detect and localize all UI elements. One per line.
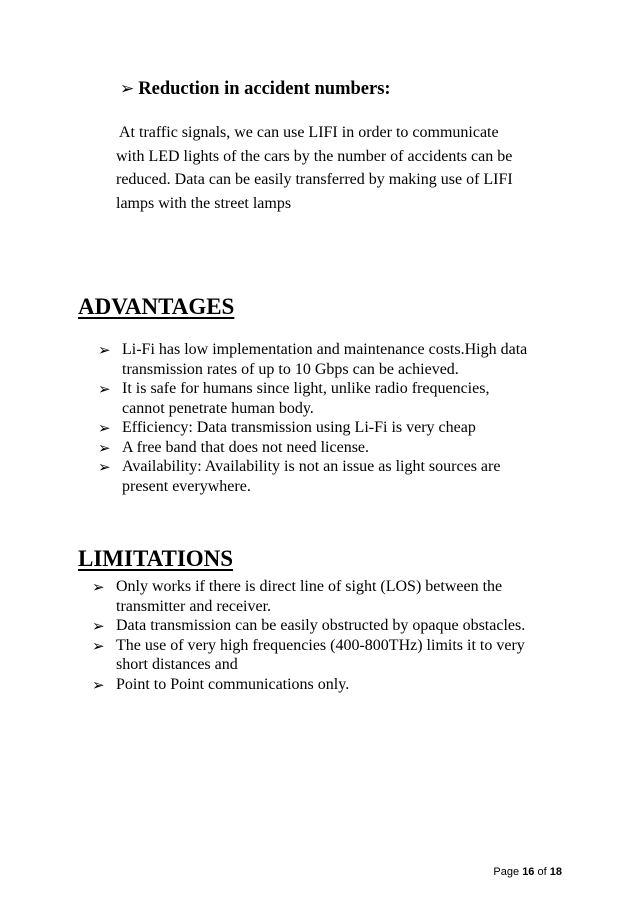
list-item [98,418,618,438]
bullet-arrow-icon: ➢ [92,578,105,596]
bullet-arrow-icon: ➢ [120,79,135,99]
page-footer [493,866,562,878]
bullet-arrow-icon: ➢ [98,341,111,359]
page-total: 18 [549,866,562,878]
list-item-line: Li-Fi has low implementation and maintenance costs.High data [122,341,528,358]
list-item [98,438,618,458]
list-item-line: Point to Point communications only. [116,675,350,693]
list-item [98,379,618,418]
page-of-label: of [537,866,547,878]
list-item-line: cannot penetrate human body. [122,399,314,417]
reduction-paragraph [116,121,566,215]
list-item-line: Availability: Availability is not an issue as light sources are [122,458,501,475]
list-item-line: present everywhere. [122,477,251,495]
bullet-arrow-icon: ➢ [92,617,105,635]
list-item-line: Data transmission can be easily obstructed by opaque obstacles. [116,617,526,634]
bullet-arrow-icon: ➢ [98,419,111,437]
advantages-title: ADVANTAGES [78,294,235,319]
list-item [92,577,612,616]
limitations-title: LIMITATIONS [78,546,234,571]
paragraph-line: with LED lights of the cars by the number of accidents can be [116,147,513,165]
page-label: Page [493,866,520,878]
page-number: 16 [522,866,535,878]
bullet-arrow-icon: ➢ [98,438,111,457]
list-item [98,457,618,496]
bullet-arrow-icon: ➢ [92,675,105,694]
list-item-line: The use of very high frequencies (400-800THz) limits it to very [116,636,525,654]
paragraph-line: At traffic signals, we can use LIFI in order to communicate [119,124,499,141]
list-item [92,636,612,675]
paragraph-line: lamps with the street lamps [116,194,292,212]
bullet-arrow-icon: ➢ [92,636,105,655]
list-item-line: transmitter and receiver. [116,597,272,615]
list-item-line: transmission rates of up to 10 Gbps can be achieved. [122,360,459,378]
limitations-list [92,577,612,694]
paragraph-line: reduced. Data can be easily transferred by making use of LIFI [116,171,513,188]
list-item-line: Only works if there is direct line of sight (LOS) between the [116,578,503,595]
list-item-line: It is safe for humans since light, unlike radio frequencies, [122,380,490,397]
list-item-line: short distances and [116,656,238,673]
bullet-arrow-icon: ➢ [98,458,111,476]
reduction-heading [120,79,391,100]
advantages-list [98,340,618,496]
list-item [92,675,612,695]
reduction-heading-text: Reduction in accident numbers: [138,79,391,99]
bullet-arrow-icon: ➢ [98,380,111,398]
list-item [98,340,618,379]
list-item-line: A free band that does not need license. [122,438,370,456]
list-item-line: Efficiency: Data transmission using Li-Fi is very cheap [122,419,476,436]
list-item [92,616,612,636]
